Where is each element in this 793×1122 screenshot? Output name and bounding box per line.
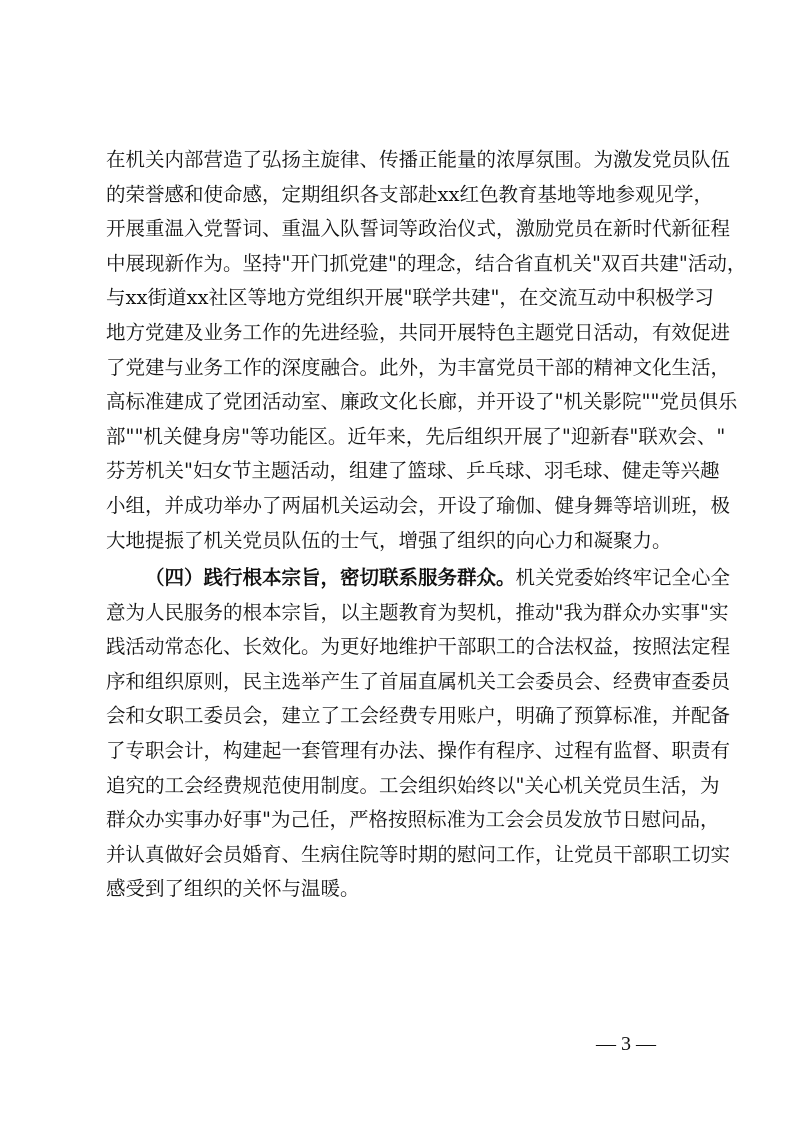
text-line: 高标准建成了党团活动室、廉政文化长廊，并开设了"机关影院""党员俱乐: [106, 390, 738, 414]
text-line: 了专职会计，构建起一套管理有办法、操作有程序、过程有监督、职责有: [106, 738, 731, 762]
text-line: 践活动常态化、长效化。为更好地维护干部职工的合法权益，按照法定程: [106, 635, 731, 659]
page-number: — 3 —: [596, 1033, 656, 1055]
text-line: 小组，并成功举办了两届机关运动会，开设了瑜伽、健身舞等培训班，极: [106, 493, 731, 517]
text-line: 开展重温入党誓词、重温入队誓词等政治仪式，激励党员在新时代新征程: [106, 217, 731, 241]
text-line: 地方党建及业务工作的先进经验，共同开展特色主题党日活动，有效促进: [106, 320, 731, 344]
paragraph-2: [106, 561, 731, 907]
text-line: 意为人民服务的根本宗旨，以主题教育为契机，推动"我为群众办实事"实: [106, 600, 729, 624]
text-line: 追究的工会经费规范使用制度。工会组织始终以"关心机关党员生活，为: [106, 773, 720, 797]
text-line: 群众办实事办好事"为己任，严格按照标准为工会会员发放节日慰问品，: [106, 808, 720, 832]
section-heading: （四）践行根本宗旨，密切联系服务群众。: [145, 566, 516, 589]
heading-continuation: 机关党委始终牢记全心全: [515, 566, 731, 589]
text-line: 芬芳机关"妇女节主题活动，组建了篮球、乒乓球、羽毛球、健走等兴趣: [106, 459, 720, 483]
text-line: 序和组织原则，民主选举产生了首届直属机关工会委员会、经费审查委员: [106, 669, 731, 693]
text-line: 并认真做好会员婚育、生病住院等时期的慰问工作，让党员干部职工切实: [106, 842, 731, 866]
text-line: 在机关内部营造了弘扬主旋律、传播正能量的浓厚氛围。为激发党员队伍: [106, 148, 731, 171]
text-line: [106, 561, 731, 596]
text-line: 部""机关健身房"等功能区。近年来，先后组织开展了"迎新春"联欢会、": [106, 424, 726, 448]
text-line: 感受到了组织的关怀与温暖。: [106, 877, 360, 901]
text-line: 大地提振了机关党员队伍的士气，增强了组织的向心力和凝聚力。: [106, 528, 672, 552]
text-line: 与xx街道xx社区等地方党组织开展"联学共建"，在交流互动中积极学习: [106, 286, 714, 310]
text-line: 了党建与业务工作的深度融合。此外，为丰富党员干部的精神文化生活，: [106, 355, 731, 379]
paragraph-1: [106, 143, 747, 558]
text-line: 中展现新作为。坚持"开门抓党建"的理念，结合省直机关"双百共建"活动，: [106, 251, 747, 275]
text-line: 的荣誉感和使命感，定期组织各支部赴xx红色教育基地等地参观见学，: [106, 182, 713, 206]
text-line: 会和女职工委员会，建立了工会经费专用账户，明确了预算标准，并配备: [106, 704, 731, 728]
